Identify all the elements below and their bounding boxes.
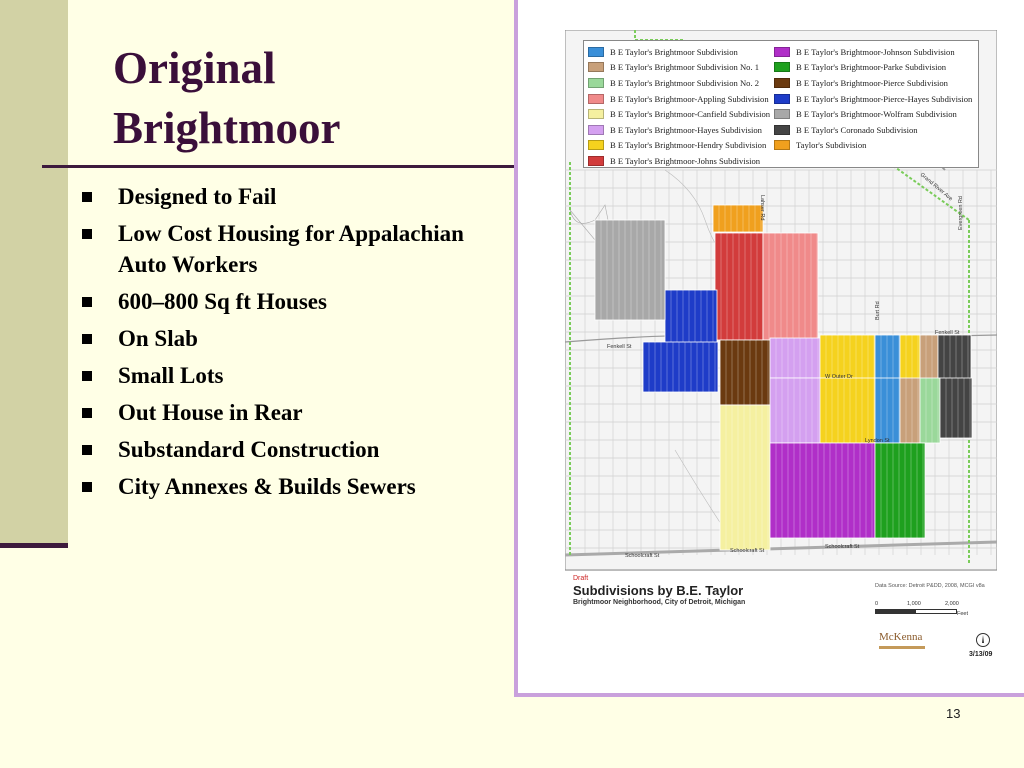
legend-label: B E Taylor's Brightmoor-Johns Subdivision (610, 155, 761, 166)
street-label-schoolcraft-west: Schoolcraft St (625, 553, 660, 559)
subdivision-parcel (770, 338, 820, 378)
legend-swatch (774, 94, 790, 104)
map-title: Subdivisions by B.E. Taylor (573, 583, 744, 598)
scale-unit: Feet (957, 611, 969, 617)
subdivision-parcel (770, 443, 875, 538)
subdivision-parcel (875, 378, 900, 443)
bullet-text: City Annexes & Builds Sewers (118, 474, 416, 499)
legend-swatch (588, 78, 604, 88)
legend-item (774, 106, 972, 122)
legend-item (774, 122, 972, 138)
draft-label: Draft (573, 575, 589, 582)
title-line-2: Brightmoor (113, 103, 341, 153)
legend-item (774, 138, 972, 154)
title-line-1: Original (113, 43, 276, 93)
bullet-item (82, 434, 502, 465)
subdivision-parcel (720, 340, 770, 405)
bullet-list (82, 181, 502, 508)
legend-item (588, 44, 770, 60)
legend-label: B E Taylor's Brightmoor-Wolfram Subdivision (796, 109, 957, 120)
subdivision-parcel (763, 233, 818, 340)
subdivision-parcel (720, 405, 770, 550)
legend-item (588, 138, 770, 154)
map-subtitle: Brightmoor Neighborhood, City of Detroit, Michigan (573, 599, 746, 606)
bullet-item (82, 181, 502, 212)
legend-item (774, 44, 972, 60)
legend-swatch (588, 109, 604, 119)
street-label-fenkell-east: Fenkell St (935, 330, 960, 336)
legend-swatch (774, 140, 790, 150)
subdivision-parcel (875, 443, 925, 538)
legend-label: B E Taylor's Brightmoor Subdivision No. 1 (610, 62, 760, 73)
bullet-square-icon (82, 482, 92, 492)
legend-item (588, 91, 770, 107)
legend-swatch (588, 156, 604, 166)
legend-column-left (588, 44, 770, 169)
legend-item (588, 60, 770, 76)
bullet-item (82, 323, 502, 354)
scale-label-2000: 2,000 (945, 601, 959, 607)
page-number: 13 (946, 706, 961, 721)
subdivision-parcel (920, 335, 938, 383)
map-date: 3/13/09 (969, 651, 993, 658)
legend-column-right (774, 44, 972, 153)
title-divider (42, 165, 516, 168)
street-label-burt: Burt Rd (875, 301, 881, 320)
street-label-evergreen: Evergreen Rd (958, 196, 964, 230)
legend-label: B E Taylor's Brightmoor-Johnson Subdivision (796, 46, 955, 57)
legend-swatch (588, 125, 604, 135)
scale-numbers (875, 601, 965, 609)
subdivision-parcel (770, 378, 825, 443)
bullet-square-icon (82, 445, 92, 455)
bullet-square-icon (82, 408, 92, 418)
scale-bar (875, 601, 969, 617)
subdivision-parcel (820, 378, 875, 443)
north-arrow-icon (976, 633, 990, 647)
bullet-square-icon (82, 229, 92, 239)
legend-item (588, 153, 770, 169)
sidebar-band (0, 0, 68, 548)
legend-swatch (588, 140, 604, 150)
scale-bar-graphic (875, 609, 957, 614)
legend-item (774, 60, 972, 76)
legend-item (774, 75, 972, 91)
legend-label: Taylor's Subdivision (796, 140, 867, 151)
subdivision-parcel (940, 378, 972, 438)
street-label-fenkell-west: Fenkell St (607, 344, 632, 350)
legend-item (774, 91, 972, 107)
legend-swatch (774, 109, 790, 119)
legend-swatch (774, 47, 790, 57)
legend-label: B E Taylor's Coronado Subdivision (796, 124, 918, 135)
bullet-text: Low Cost Housing for Appalachian Auto Workers (118, 221, 464, 277)
street-label-grand-river: Grand River Ave (918, 171, 954, 203)
legend-swatch (588, 47, 604, 57)
bullet-square-icon (82, 192, 92, 202)
bullet-text: Small Lots (118, 363, 224, 388)
bullet-text: On Slab (118, 326, 198, 351)
subdivision-parcel (900, 335, 920, 383)
legend-label: B E Taylor's Brightmoor Subdivision No. 2 (610, 77, 760, 88)
logo-underline (879, 646, 925, 649)
street-label-schoolcraft-east: Schoolcraft St (825, 544, 860, 550)
bullet-square-icon (82, 334, 92, 344)
legend-item (588, 75, 770, 91)
subdivision-parcel (875, 335, 900, 383)
legend-item (588, 106, 770, 122)
slide-title (113, 38, 340, 158)
subdivision-parcel (713, 205, 763, 232)
subdivision-parcel (920, 378, 940, 443)
legend-swatch (774, 125, 790, 135)
map-info-box (565, 570, 997, 669)
legend-swatch (774, 78, 790, 88)
bullet-square-icon (82, 371, 92, 381)
bullet-item (82, 360, 502, 391)
legend-label: B E Taylor's Brightmoor-Hayes Subdivision (610, 124, 762, 135)
legend-label: B E Taylor's Brightmoor-Pierce Subdivision (796, 77, 948, 88)
scale-label-1000: 1,000 (907, 601, 921, 607)
sidebar-foot-bar (0, 543, 68, 548)
legend-label: B E Taylor's Brightmoor-Pierce-Hayes Subdivision (796, 93, 973, 104)
legend-label: B E Taylor's Brightmoor-Appling Subdivision (610, 93, 769, 104)
street-label-lahser: Lahser Rd (759, 195, 765, 221)
legend-swatch (588, 94, 604, 104)
legend-label: B E Taylor's Brightmoor-Parke Subdivision (796, 62, 947, 73)
bullet-text: Substandard Construction (118, 437, 380, 462)
bullet-item (82, 218, 502, 280)
bullet-item (82, 471, 502, 502)
legend-label: B E Taylor's Brightmoor Subdivision (610, 46, 738, 57)
legend-swatch (774, 62, 790, 72)
legend-item (588, 122, 770, 138)
subdivision-parcel (900, 378, 920, 443)
map-legend (583, 40, 979, 168)
bullet-item (82, 397, 502, 428)
scale-label-0: 0 (875, 601, 879, 607)
subdivision-parcel (595, 220, 665, 320)
mckenna-logo: McKenna (879, 631, 923, 643)
subdivision-parcel (643, 342, 718, 392)
street-label-outer-dr: W Outer Dr (825, 374, 853, 380)
bullet-text: 600–800 Sq ft Houses (118, 289, 327, 314)
bullet-item (82, 286, 502, 317)
bullet-text: Out House in Rear (118, 400, 303, 425)
legend-label: B E Taylor's Brightmoor-Canfield Subdivision (610, 109, 771, 120)
bullet-text: Designed to Fail (118, 184, 277, 209)
data-source: Data Source: Detroit P&DD, 2008, MCGI v8a (875, 583, 985, 589)
subdivision-parcel (938, 335, 971, 383)
legend-label: B E Taylor's Brightmoor-Hendry Subdivision (610, 140, 767, 151)
street-label-lyndon: Lyndon St (865, 438, 890, 444)
bullet-square-icon (82, 297, 92, 307)
street-label-schoolcraft-mid: Schoolcraft St (730, 548, 765, 554)
legend-swatch (588, 62, 604, 72)
